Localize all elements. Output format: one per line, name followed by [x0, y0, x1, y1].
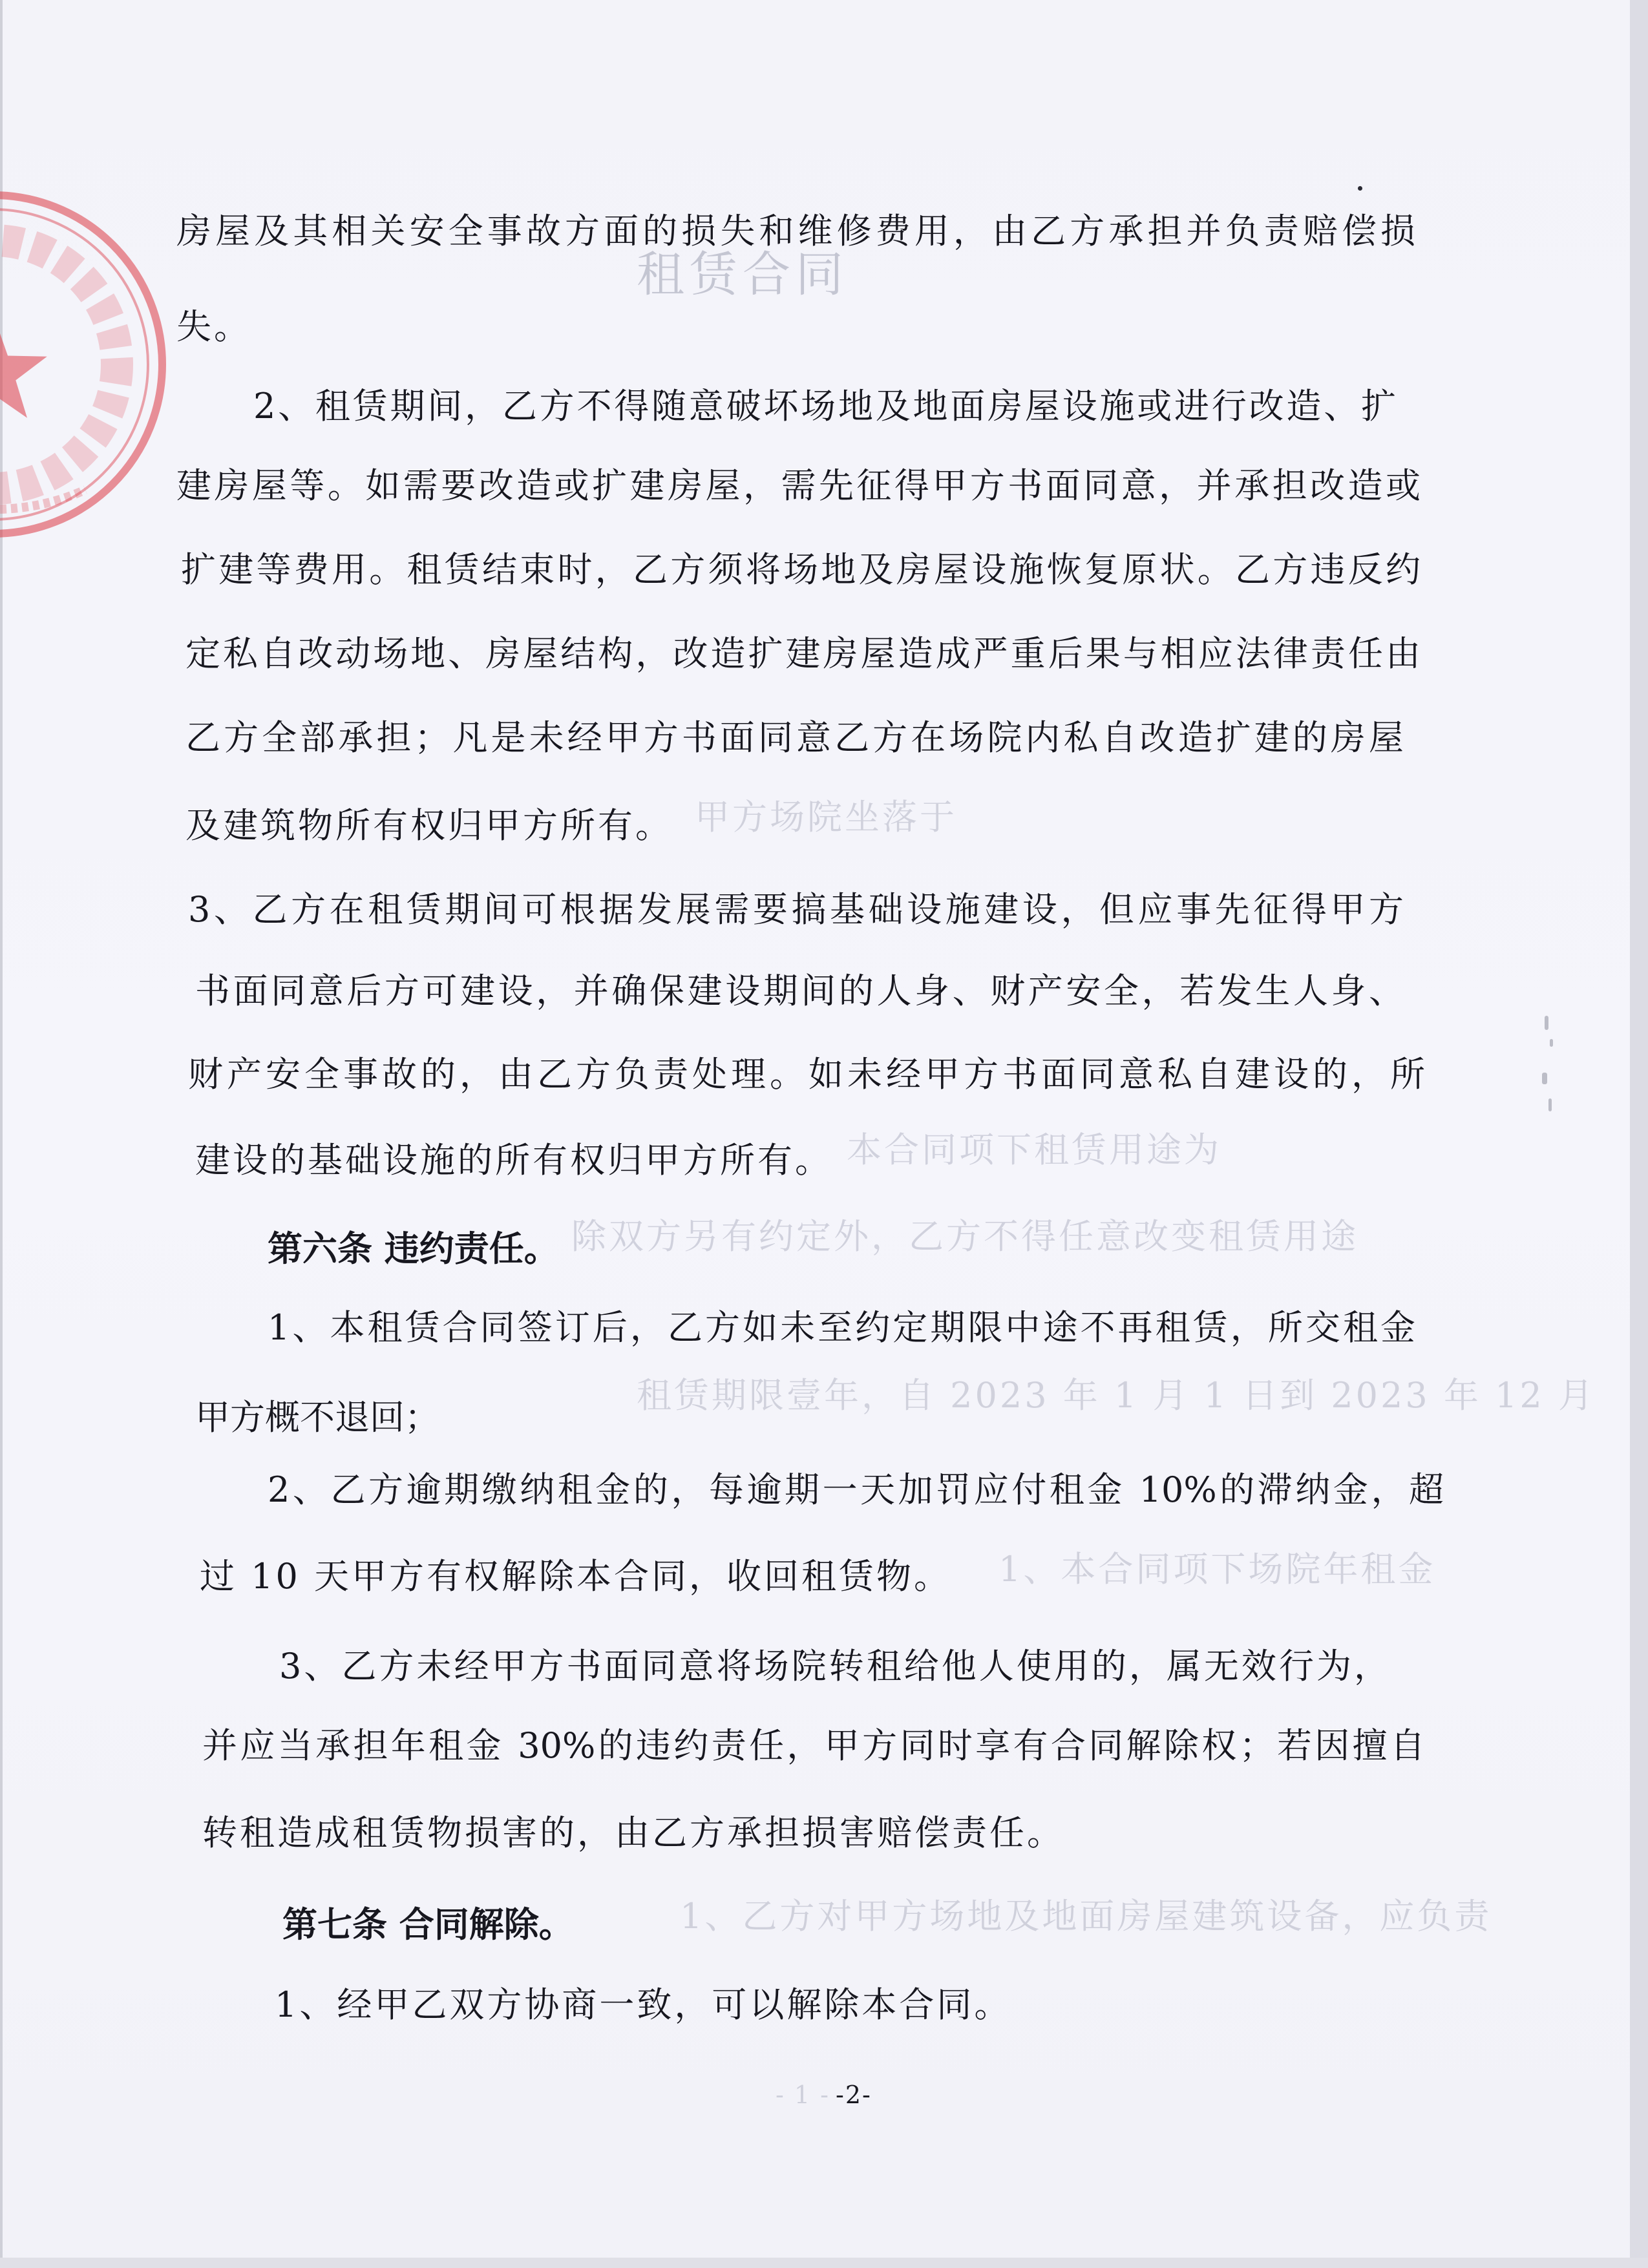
- body-line: 房屋及其相关安全事故方面的损失和维修费用，由乙方承担并负责赔偿损: [176, 211, 1415, 251]
- show-through-text: 除双方另有约定外，乙方不得任意改变租赁用途: [571, 1216, 1358, 1257]
- scan-artifact: [1548, 1098, 1552, 1111]
- body-line: 过 10 天甲方有权解除本合同，收回租赁物。: [200, 1556, 952, 1597]
- scan-artifact: [1542, 1073, 1547, 1084]
- article-heading: 第六条 违约责任。: [268, 1228, 559, 1269]
- article-heading: 第七条 合同解除。: [282, 1904, 574, 1945]
- body-line: 扩建等费用。租赁结束时，乙方须将场地及房屋设施恢复原状。乙方违反约: [181, 549, 1421, 590]
- body-line: 2、乙方逾期缴纳租金的，每逾期一天加罚应付租金 10%的滞纳金，超: [268, 1469, 1444, 1510]
- body-line: 失。: [176, 306, 251, 347]
- body-line: 建设的基础设施的所有权归甲方所有。: [195, 1140, 832, 1181]
- scan-artifact: [1550, 1039, 1553, 1047]
- body-line: 书面同意后方可建设，并确保建设期间的人身、财产安全，若发生人身、: [195, 971, 1404, 1011]
- scan-edge-bottom: [0, 2258, 1648, 2268]
- body-line: 建房屋等。如需要改造或扩建房屋，需先征得甲方书面同意，并承担改造或: [176, 465, 1421, 506]
- body-line: 乙方全部承担；凡是未经甲方书面同意乙方在场院内私自改造扩建的房屋: [185, 717, 1404, 758]
- show-through-text: 本合同项下租赁用途为: [847, 1129, 1221, 1170]
- show-through-text: 租赁期限壹年，自 2023 年 1 月 1 日到 2023 年 12 月: [637, 1375, 1596, 1416]
- page-number: -2-: [836, 2081, 872, 2109]
- body-line: 3、乙方未经甲方书面同意将场院转租给他人使用的，属无效行为，: [279, 1646, 1389, 1686]
- body-line: 财产安全事故的，由乙方负责处理。如未经甲方书面同意私自建设的，所: [188, 1054, 1425, 1095]
- show-through-text: 1、乙方对甲方场地及地面房屋建筑设备，应负责: [680, 1896, 1492, 1937]
- show-through-text: 甲方场院坐落于: [695, 797, 957, 837]
- body-line: 2、租赁期间，乙方不得随意破坏场地及地面房屋设施或进行改造、扩: [253, 386, 1396, 426]
- body-line: 并应当承担年租金 30%的违约责任，甲方同时享有合同解除权；若因擅自: [202, 1725, 1425, 1766]
- body-line: 定私自改动场地、房屋结构，改造扩建房屋造成严重后果与相应法律责任由: [185, 633, 1421, 674]
- seal-star-icon: [0, 319, 47, 418]
- body-line: 转租造成租赁物损害的，由乙方承担损害赔偿责任。: [202, 1812, 1064, 1853]
- scan-edge-right: [1630, 0, 1648, 2268]
- scan-artifact: [1545, 1016, 1548, 1030]
- show-through-text: 1、本合同项下场院年租金: [998, 1549, 1436, 1590]
- body-line: 3、乙方在租赁期间可根据发展需要搞基础设施建设，但应事先征得甲方: [188, 889, 1404, 930]
- body-line: 1、本租赁合同签订后，乙方如未至约定期限中途不再租赁，所交租金: [268, 1307, 1415, 1348]
- seal-stamp: [0, 181, 207, 569]
- show-through-page-number: - 1 -: [776, 2081, 830, 2109]
- scan-speck: [1358, 186, 1362, 191]
- body-line: 1、经甲乙双方协商一致，可以解除本合同。: [275, 1984, 1012, 2025]
- body-line: 及建筑物所有权归甲方所有。: [185, 805, 673, 846]
- body-line: 甲方概不退回；: [195, 1397, 439, 1438]
- show-through-title: 租赁合同: [637, 247, 849, 302]
